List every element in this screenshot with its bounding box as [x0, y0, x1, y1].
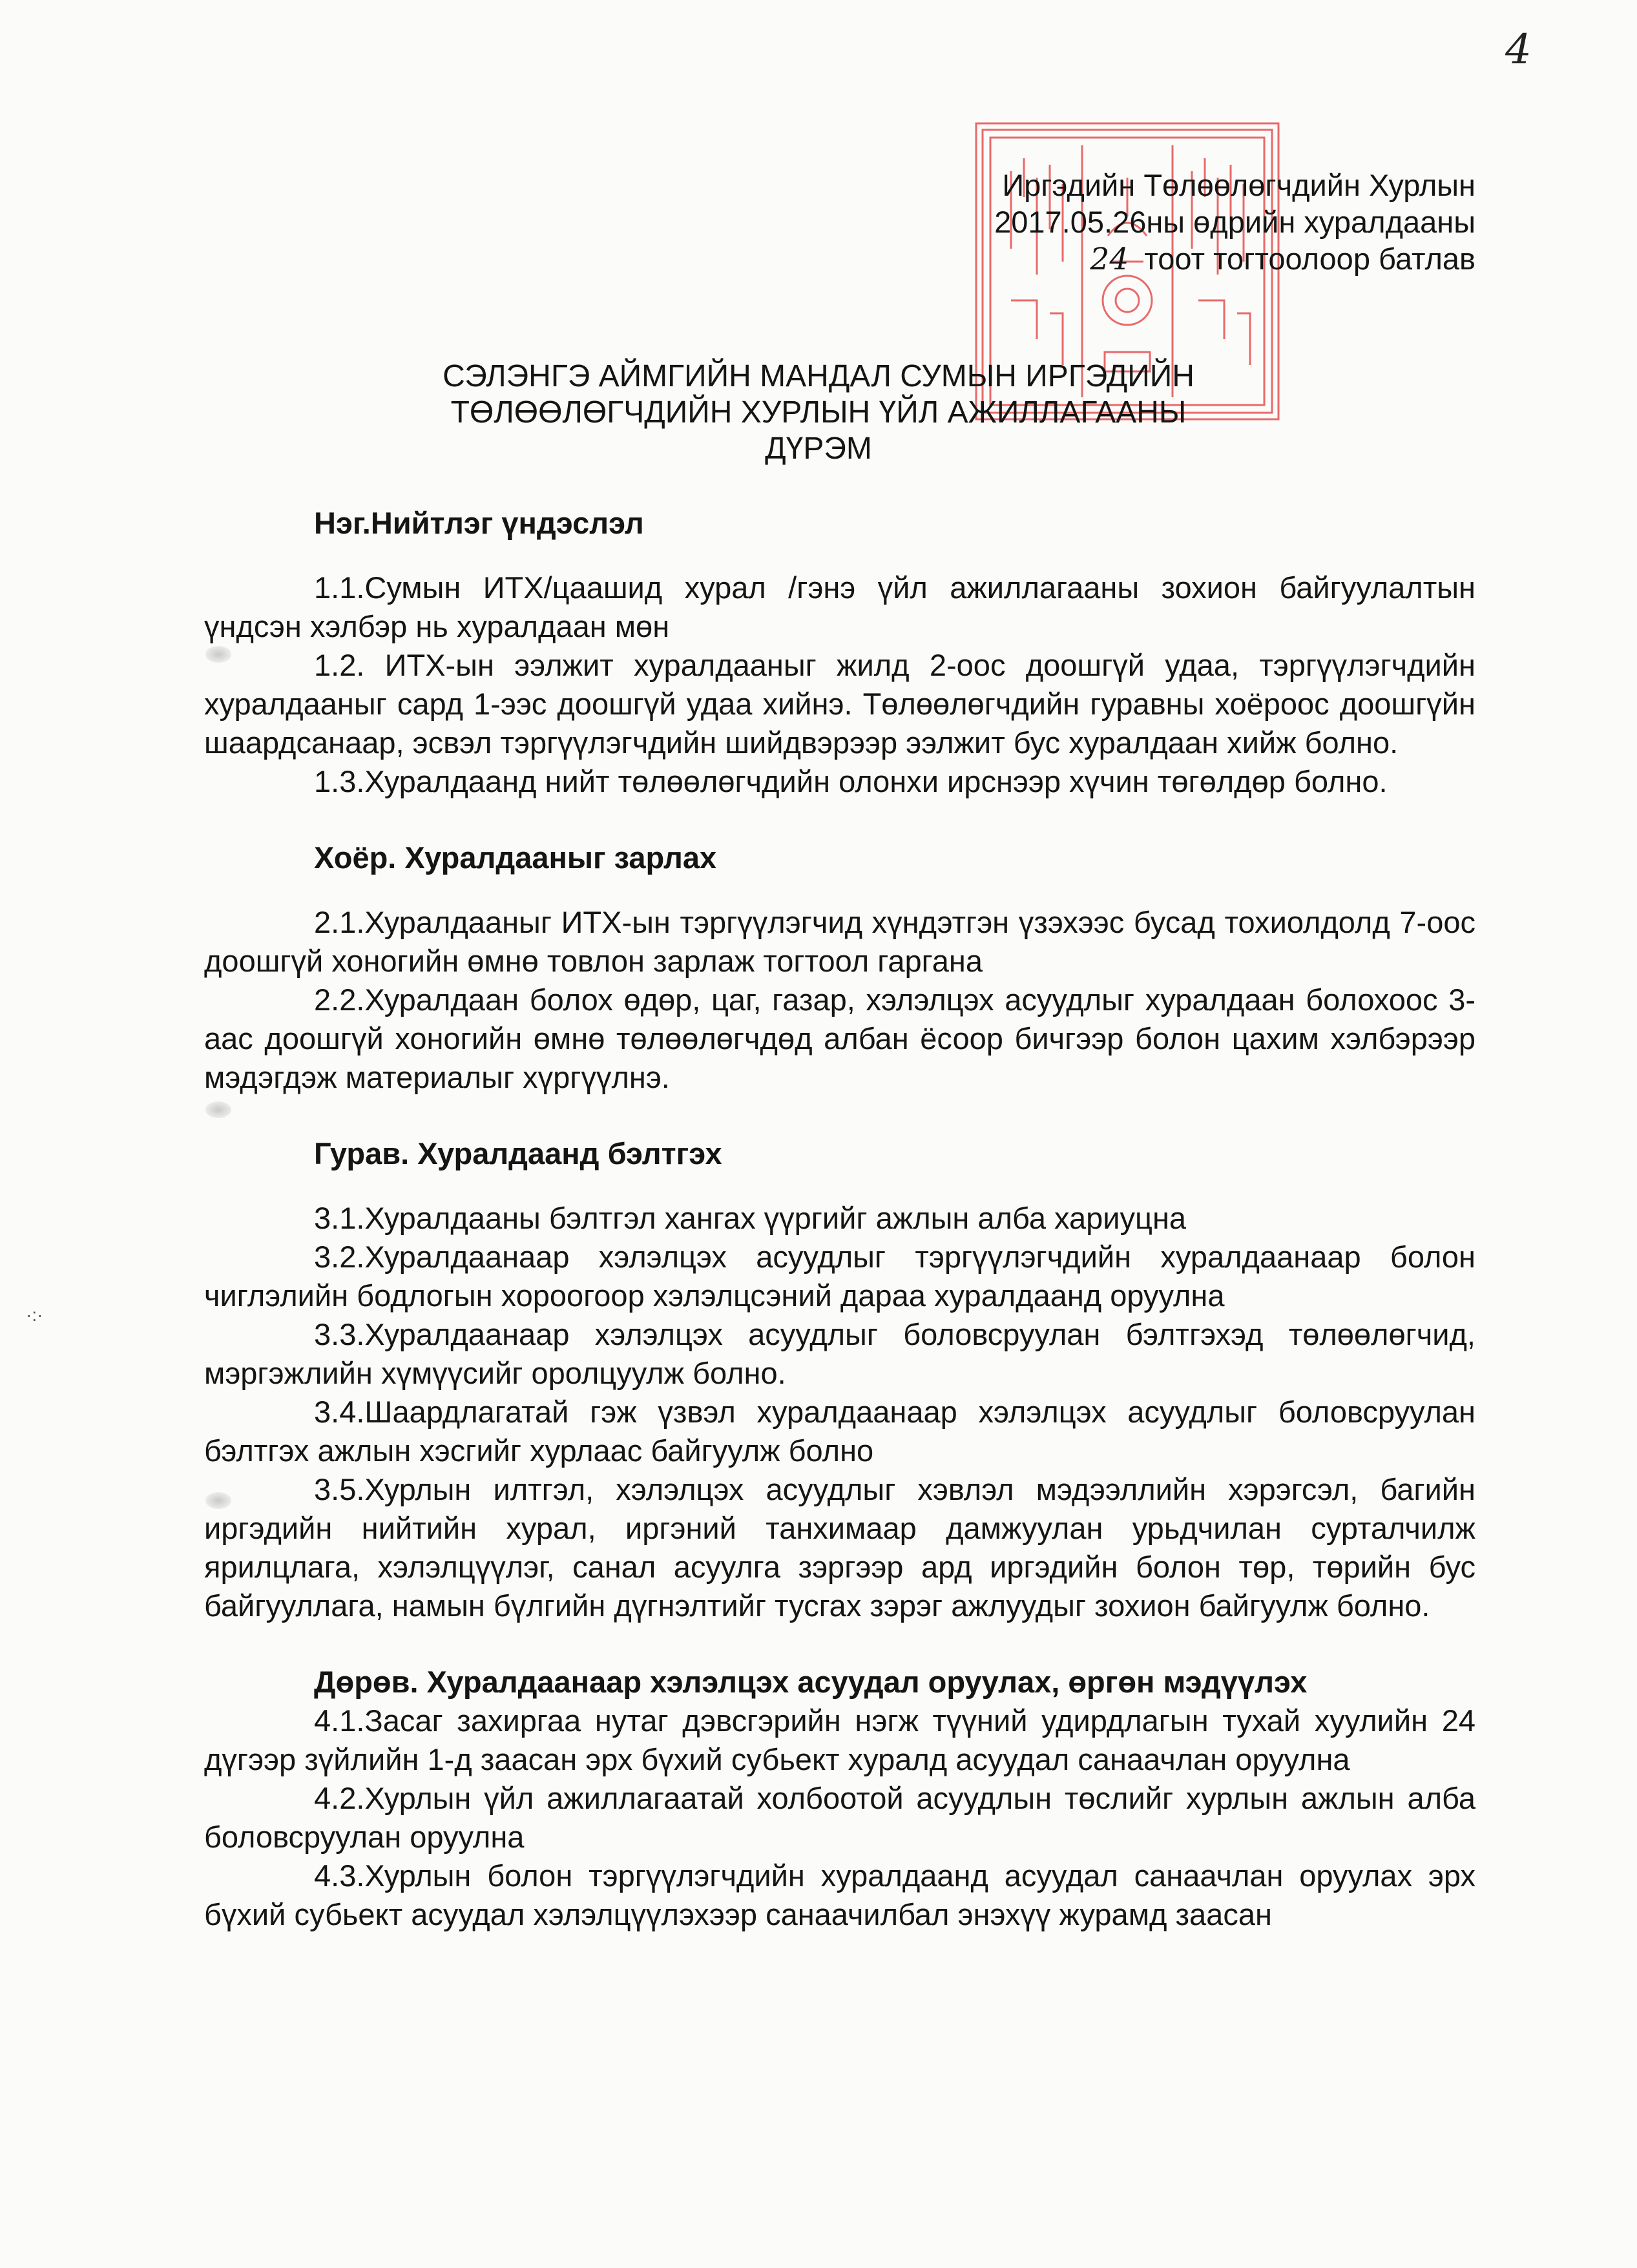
section-heading: Хоёр. Хуралдааныг зарлах: [314, 840, 717, 875]
section-2: [204, 838, 1475, 1097]
paragraph: 1.1.Сумын ИТХ/цаашид хурал /гэнэ үйл ажиллагааны зохион байгуулалтын үндсэн хэлбэр нь хуралдаан мөн: [204, 570, 1475, 643]
section-heading: Дөрөв. Хуралдаанаар хэлэлцэх асуудал оруулах, өргөн мэдүүлэх: [314, 1665, 1308, 1699]
scan-dots: ·:·: [26, 1305, 43, 1325]
section-3: [204, 1134, 1475, 1625]
paragraph: 2.1.Хуралдааныг ИТХ-ын тэргүүлэгчид хүндэтгэн үзэхээс бусад тохиолдолд 7-оос доошгүй хоногийн өмнө товлон зарлаж тогтоол гаргана: [204, 905, 1475, 978]
paragraph: 4.2.Хурлын үйл ажиллагаатай холбоотой асуудлын төслийг хурлын ажлын алба боловсруулан оруулна: [204, 1781, 1475, 1854]
paragraph: 3.5.Хурлын илтгэл, хэлэлцэх асуудлыг хэвлэл мэдээллийн хэрэгсэл, багийн иргэдийн нийтийн хурал, иргэний танхимаар дамжуулан урьдчилан сурталчилж ярилцлага, хэлэлцүүлэг, санал асуулга зэргээр ард иргэдийн болон төр, төрийн бус байгууллага, намын бүлгийн дүгнэлтийг тусгах зэрэг ажлуудыг зохион байгуулж болно.: [204, 1472, 1475, 1623]
title-line-1: СЭЛЭНГЭ АЙМГИЙН МАНДАЛ СУМЫН ИРГЭДИЙН: [443, 359, 1194, 393]
paragraph: 2.2.Хуралдаан болох өдөр, цаг, газар, хэлэлцэх асуудлыг хуралдаан болохоос 3-аас доошгүй хоногийн өмнө төлөөлөгчдөд албан ёсоор бичгээр болон цахим хэлбэрээр мэдэгдэж материалыг хүргүүлнэ.: [204, 983, 1475, 1094]
approval-line-3: [994, 240, 1475, 278]
section-heading: Нэг.Нийтлэг үндэслэл: [314, 506, 644, 540]
paragraph: 1.3.Хуралдаанд нийт төлөөлөгчдийн олонхи ирснээр хүчин төгөлдөр болно.: [314, 764, 1388, 798]
resolution-number: 24: [1090, 242, 1129, 277]
paragraph: 4.3.Хурлын болон тэргүүлэгчдийн хуралдаанд асуудал санаачлан оруулах эрх бүхий субьект асуудал хэлэлцүүлэхээр санаачилбал энэхүү журамд заасан: [204, 1858, 1475, 1931]
approval-line-1: Иргэдийн Төлөөлөгчдийн Хурлын: [1002, 168, 1475, 202]
title-line-2: ТӨЛӨӨЛӨГЧДИЙН ХУРЛЫН ҮЙЛ АЖИЛЛАГААНЫ: [450, 395, 1187, 430]
approval-line-2: 2017.05.26ны өдрийн хуралдааны: [994, 205, 1475, 239]
document-title: [0, 359, 1637, 467]
paragraph: 3.3.Хуралдаанаар хэлэлцэх асуудлыг боловсруулан бэлтгэхэд төлөөлөгчид, мэргэжлийн хүмүүсийг оролцуулж болно.: [204, 1317, 1475, 1390]
document-body: [204, 504, 1475, 1934]
paragraph: 4.1.Засаг захиргаа нутаг дэвсгэрийн нэгж түүний удирдлагын тухай хуулийн 24 дүгээр зүйлийн 1-д заасан эрх бүхий субьект хуралд асуудал санаачлан оруулна: [204, 1703, 1475, 1776]
paragraph: 3.1.Хуралдааны бэлтгэл хангах үүргийг ажлын алба хариуцна: [314, 1201, 1187, 1235]
paragraph: 1.2. ИТХ-ын ээлжит хуралдааныг жилд 2-оос доошгүй удаа, тэргүүлэгчдийн хуралдааныг сард 1-ээс доошгүй удаа хийнэ. Төлөөлөгчдийн гуравны хоёроос доошгүйн шаардсанаар, эсвэл тэргүүлэгчдийн шийдвэрээр ээлжит бус хуралдаан хийж болно.: [204, 648, 1475, 760]
paragraph: 3.2.Хуралдаанаар хэлэлцэх асуудлыг тэргүүлэгчдийн хуралдаанаар болон чиглэлийн бодлогын хороогоор хэлэлцсэний дараа хуралдаанд оруулна: [204, 1240, 1475, 1313]
approval-block: [994, 167, 1475, 278]
approval-text: тоот тогтоолоор батлав: [1144, 242, 1475, 276]
paragraph: 3.4.Шаардлагатай гэж үзвэл хуралдаанаар хэлэлцэх асуудлыг боловсруулан бэлтгэх ажлын хэсгийг хурлаас байгуулж болно: [204, 1395, 1475, 1468]
page-number: 4: [1505, 26, 1532, 74]
title-line-3: ДҮРЭМ: [765, 432, 872, 466]
section-heading: Гурав. Хуралдаанд бэлтгэх: [314, 1136, 722, 1170]
section-4: [204, 1663, 1475, 1934]
section-1: [204, 504, 1475, 801]
